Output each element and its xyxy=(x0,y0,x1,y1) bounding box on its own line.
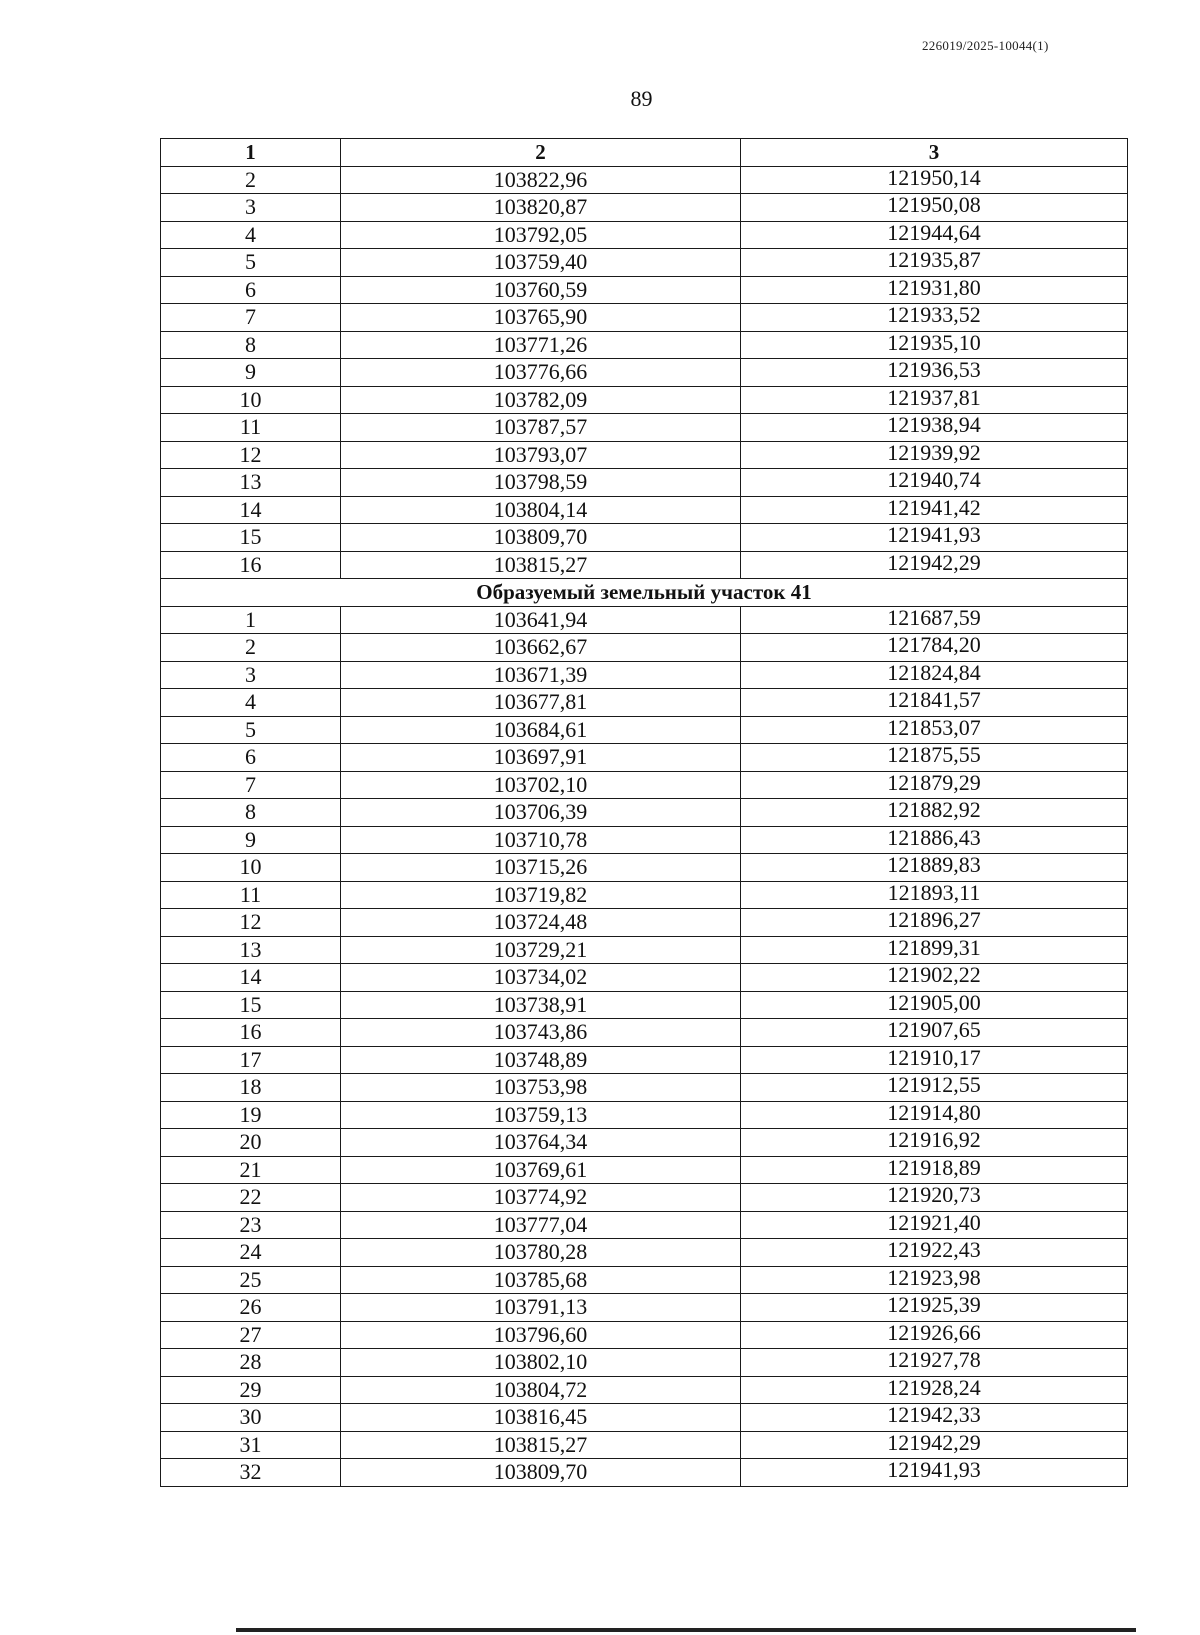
y-coordinate-cell: 121687,59 xyxy=(741,606,1128,634)
y-coordinate-cell: 121942,29 xyxy=(741,1431,1128,1459)
y-coordinate-cell: 121942,33 xyxy=(741,1404,1128,1432)
y-coordinate-cell: 121927,78 xyxy=(741,1349,1128,1377)
point-number-cell: 24 xyxy=(161,1239,341,1267)
table-row xyxy=(161,881,1128,909)
section-title-row xyxy=(161,579,1128,607)
y-coordinate-cell: 121941,42 xyxy=(741,496,1128,524)
x-coordinate-cell: 103809,70 xyxy=(341,524,741,552)
x-coordinate-cell: 103724,48 xyxy=(341,909,741,937)
table-row xyxy=(161,441,1128,469)
table-row xyxy=(161,194,1128,222)
point-number-cell: 31 xyxy=(161,1431,341,1459)
table-row xyxy=(161,1321,1128,1349)
x-coordinate-cell: 103706,39 xyxy=(341,799,741,827)
x-coordinate-cell: 103791,13 xyxy=(341,1294,741,1322)
y-coordinate-cell: 121920,73 xyxy=(741,1184,1128,1212)
x-coordinate-cell: 103804,72 xyxy=(341,1376,741,1404)
y-coordinate-cell: 121824,84 xyxy=(741,661,1128,689)
point-number-cell: 22 xyxy=(161,1184,341,1212)
table-row xyxy=(161,826,1128,854)
y-coordinate-cell: 121928,24 xyxy=(741,1376,1128,1404)
point-number-cell: 1 xyxy=(161,606,341,634)
point-number-cell: 18 xyxy=(161,1074,341,1102)
x-coordinate-cell: 103671,39 xyxy=(341,661,741,689)
point-number-cell: 6 xyxy=(161,744,341,772)
y-coordinate-cell: 121899,31 xyxy=(741,936,1128,964)
x-coordinate-cell: 103743,86 xyxy=(341,1019,741,1047)
point-number-cell: 2 xyxy=(161,634,341,662)
point-number-cell: 7 xyxy=(161,304,341,332)
y-coordinate-cell: 121925,39 xyxy=(741,1294,1128,1322)
table-row xyxy=(161,799,1128,827)
y-coordinate-cell: 121889,83 xyxy=(741,854,1128,882)
y-coordinate-cell: 121950,08 xyxy=(741,194,1128,222)
y-coordinate-cell: 121941,93 xyxy=(741,524,1128,552)
x-coordinate-cell: 103780,28 xyxy=(341,1239,741,1267)
x-coordinate-cell: 103822,96 xyxy=(341,166,741,194)
document-registration-number: 226019/2025-10044(1) xyxy=(922,38,1049,53)
table-row xyxy=(161,1156,1128,1184)
table-row xyxy=(161,1349,1128,1377)
x-coordinate-cell: 103771,26 xyxy=(341,331,741,359)
y-coordinate-cell: 121921,40 xyxy=(741,1211,1128,1239)
table-row xyxy=(161,771,1128,799)
x-coordinate-cell: 103769,61 xyxy=(341,1156,741,1184)
y-coordinate-cell: 121938,94 xyxy=(741,414,1128,442)
table-row xyxy=(161,359,1128,387)
point-number-cell: 6 xyxy=(161,276,341,304)
table-row xyxy=(161,1294,1128,1322)
x-coordinate-cell: 103734,02 xyxy=(341,964,741,992)
point-number-cell: 9 xyxy=(161,359,341,387)
x-coordinate-cell: 103738,91 xyxy=(341,991,741,1019)
table-row xyxy=(161,1101,1128,1129)
y-coordinate-cell: 121853,07 xyxy=(741,716,1128,744)
x-coordinate-cell: 103765,90 xyxy=(341,304,741,332)
point-number-cell: 8 xyxy=(161,331,341,359)
point-number-cell: 4 xyxy=(161,689,341,717)
column-header-1: 1 xyxy=(161,139,341,167)
y-coordinate-cell: 121879,29 xyxy=(741,771,1128,799)
point-number-cell: 10 xyxy=(161,386,341,414)
y-coordinate-cell: 121912,55 xyxy=(741,1074,1128,1102)
point-number-cell: 19 xyxy=(161,1101,341,1129)
x-coordinate-cell: 103729,21 xyxy=(341,936,741,964)
x-coordinate-cell: 103684,61 xyxy=(341,716,741,744)
point-number-cell: 16 xyxy=(161,1019,341,1047)
point-number-cell: 20 xyxy=(161,1129,341,1157)
y-coordinate-cell: 121937,81 xyxy=(741,386,1128,414)
point-number-cell: 2 xyxy=(161,166,341,194)
table-row xyxy=(161,304,1128,332)
x-coordinate-cell: 103820,87 xyxy=(341,194,741,222)
point-number-cell: 28 xyxy=(161,1349,341,1377)
table-row xyxy=(161,1266,1128,1294)
point-number-cell: 14 xyxy=(161,964,341,992)
table-row xyxy=(161,606,1128,634)
y-coordinate-cell: 121882,92 xyxy=(741,799,1128,827)
x-coordinate-cell: 103759,13 xyxy=(341,1101,741,1129)
y-coordinate-cell: 121939,92 xyxy=(741,441,1128,469)
table-body-previous-parcel xyxy=(161,166,1128,579)
x-coordinate-cell: 103776,66 xyxy=(341,359,741,387)
table-row xyxy=(161,166,1128,194)
table-row xyxy=(161,854,1128,882)
y-coordinate-cell: 121841,57 xyxy=(741,689,1128,717)
point-number-cell: 15 xyxy=(161,991,341,1019)
point-number-cell: 7 xyxy=(161,771,341,799)
x-coordinate-cell: 103662,67 xyxy=(341,634,741,662)
table-row xyxy=(161,276,1128,304)
y-coordinate-cell: 121918,89 xyxy=(741,1156,1128,1184)
table-row xyxy=(161,634,1128,662)
x-coordinate-cell: 103641,94 xyxy=(341,606,741,634)
table-row xyxy=(161,1431,1128,1459)
table-row xyxy=(161,689,1128,717)
point-number-cell: 16 xyxy=(161,551,341,579)
y-coordinate-cell: 121875,55 xyxy=(741,744,1128,772)
table-row xyxy=(161,1239,1128,1267)
y-coordinate-cell: 121923,98 xyxy=(741,1266,1128,1294)
point-number-cell: 11 xyxy=(161,414,341,442)
table-section xyxy=(161,579,1128,607)
point-number-cell: 30 xyxy=(161,1404,341,1432)
y-coordinate-cell: 121942,29 xyxy=(741,551,1128,579)
y-coordinate-cell: 121933,52 xyxy=(741,304,1128,332)
y-coordinate-cell: 121950,14 xyxy=(741,166,1128,194)
x-coordinate-cell: 103677,81 xyxy=(341,689,741,717)
x-coordinate-cell: 103804,14 xyxy=(341,496,741,524)
x-coordinate-cell: 103710,78 xyxy=(341,826,741,854)
table-row xyxy=(161,964,1128,992)
point-number-cell: 9 xyxy=(161,826,341,854)
x-coordinate-cell: 103774,92 xyxy=(341,1184,741,1212)
x-coordinate-cell: 103815,27 xyxy=(341,551,741,579)
coordinates-table xyxy=(160,138,1128,1487)
point-number-cell: 25 xyxy=(161,1266,341,1294)
table-row xyxy=(161,1019,1128,1047)
table-row xyxy=(161,716,1128,744)
point-number-cell: 13 xyxy=(161,936,341,964)
x-coordinate-cell: 103815,27 xyxy=(341,1431,741,1459)
table-row xyxy=(161,1046,1128,1074)
table-row xyxy=(161,744,1128,772)
x-coordinate-cell: 103702,10 xyxy=(341,771,741,799)
table-row xyxy=(161,1404,1128,1432)
point-number-cell: 5 xyxy=(161,716,341,744)
table-row xyxy=(161,221,1128,249)
point-number-cell: 27 xyxy=(161,1321,341,1349)
y-coordinate-cell: 121944,64 xyxy=(741,221,1128,249)
y-coordinate-cell: 121886,43 xyxy=(741,826,1128,854)
x-coordinate-cell: 103715,26 xyxy=(341,854,741,882)
y-coordinate-cell: 121940,74 xyxy=(741,469,1128,497)
point-number-cell: 11 xyxy=(161,881,341,909)
table-row xyxy=(161,1184,1128,1212)
page-number: 89 xyxy=(630,86,653,111)
x-coordinate-cell: 103719,82 xyxy=(341,881,741,909)
point-number-cell: 5 xyxy=(161,249,341,277)
x-coordinate-cell: 103764,34 xyxy=(341,1129,741,1157)
y-coordinate-cell: 121931,80 xyxy=(741,276,1128,304)
x-coordinate-cell: 103809,70 xyxy=(341,1459,741,1487)
x-coordinate-cell: 103802,10 xyxy=(341,1349,741,1377)
y-coordinate-cell: 121902,22 xyxy=(741,964,1128,992)
y-coordinate-cell: 121916,92 xyxy=(741,1129,1128,1157)
column-header-3: 3 xyxy=(741,139,1128,167)
table-row xyxy=(161,909,1128,937)
point-number-cell: 23 xyxy=(161,1211,341,1239)
point-number-cell: 4 xyxy=(161,221,341,249)
x-coordinate-cell: 103748,89 xyxy=(341,1046,741,1074)
point-number-cell: 21 xyxy=(161,1156,341,1184)
y-coordinate-cell: 121936,53 xyxy=(741,359,1128,387)
table-row xyxy=(161,1074,1128,1102)
table-row xyxy=(161,1459,1128,1487)
x-coordinate-cell: 103759,40 xyxy=(341,249,741,277)
x-coordinate-cell: 103697,91 xyxy=(341,744,741,772)
point-number-cell: 3 xyxy=(161,194,341,222)
y-coordinate-cell: 121935,10 xyxy=(741,331,1128,359)
x-coordinate-cell: 103792,05 xyxy=(341,221,741,249)
point-number-cell: 13 xyxy=(161,469,341,497)
x-coordinate-cell: 103787,57 xyxy=(341,414,741,442)
table-row xyxy=(161,1211,1128,1239)
y-coordinate-cell: 121922,43 xyxy=(741,1239,1128,1267)
point-number-cell: 26 xyxy=(161,1294,341,1322)
x-coordinate-cell: 103816,45 xyxy=(341,1404,741,1432)
point-number-cell: 15 xyxy=(161,524,341,552)
point-number-cell: 12 xyxy=(161,441,341,469)
table-row xyxy=(161,551,1128,579)
point-number-cell: 10 xyxy=(161,854,341,882)
table-row xyxy=(161,991,1128,1019)
table-row xyxy=(161,661,1128,689)
x-coordinate-cell: 103798,59 xyxy=(341,469,741,497)
point-number-cell: 12 xyxy=(161,909,341,937)
x-coordinate-cell: 103782,09 xyxy=(341,386,741,414)
x-coordinate-cell: 103777,04 xyxy=(341,1211,741,1239)
x-coordinate-cell: 103753,98 xyxy=(341,1074,741,1102)
point-number-cell: 29 xyxy=(161,1376,341,1404)
y-coordinate-cell: 121935,87 xyxy=(741,249,1128,277)
column-header-2: 2 xyxy=(341,139,741,167)
table-row xyxy=(161,386,1128,414)
table-header-row xyxy=(161,139,1128,167)
table-body-parcel-41 xyxy=(161,606,1128,1486)
y-coordinate-cell: 121910,17 xyxy=(741,1046,1128,1074)
table-row xyxy=(161,469,1128,497)
table-row xyxy=(161,496,1128,524)
table-row xyxy=(161,936,1128,964)
table-row xyxy=(161,414,1128,442)
coordinates-table-container xyxy=(160,138,1127,1487)
x-coordinate-cell: 103793,07 xyxy=(341,441,741,469)
y-coordinate-cell: 121907,65 xyxy=(741,1019,1128,1047)
point-number-cell: 8 xyxy=(161,799,341,827)
point-number-cell: 32 xyxy=(161,1459,341,1487)
y-coordinate-cell: 121941,93 xyxy=(741,1459,1128,1487)
y-coordinate-cell: 121905,00 xyxy=(741,991,1128,1019)
section-title: Образуемый земельный участок 41 xyxy=(161,579,1128,607)
table-row xyxy=(161,249,1128,277)
y-coordinate-cell: 121926,66 xyxy=(741,1321,1128,1349)
table-row xyxy=(161,1376,1128,1404)
point-number-cell: 14 xyxy=(161,496,341,524)
table-row xyxy=(161,524,1128,552)
table-row xyxy=(161,331,1128,359)
y-coordinate-cell: 121896,27 xyxy=(741,909,1128,937)
y-coordinate-cell: 121914,80 xyxy=(741,1101,1128,1129)
y-coordinate-cell: 121893,11 xyxy=(741,881,1128,909)
y-coordinate-cell: 121784,20 xyxy=(741,634,1128,662)
point-number-cell: 3 xyxy=(161,661,341,689)
bottom-edge-line xyxy=(236,1628,1136,1632)
table-row xyxy=(161,1129,1128,1157)
x-coordinate-cell: 103760,59 xyxy=(341,276,741,304)
x-coordinate-cell: 103785,68 xyxy=(341,1266,741,1294)
x-coordinate-cell: 103796,60 xyxy=(341,1321,741,1349)
point-number-cell: 17 xyxy=(161,1046,341,1074)
